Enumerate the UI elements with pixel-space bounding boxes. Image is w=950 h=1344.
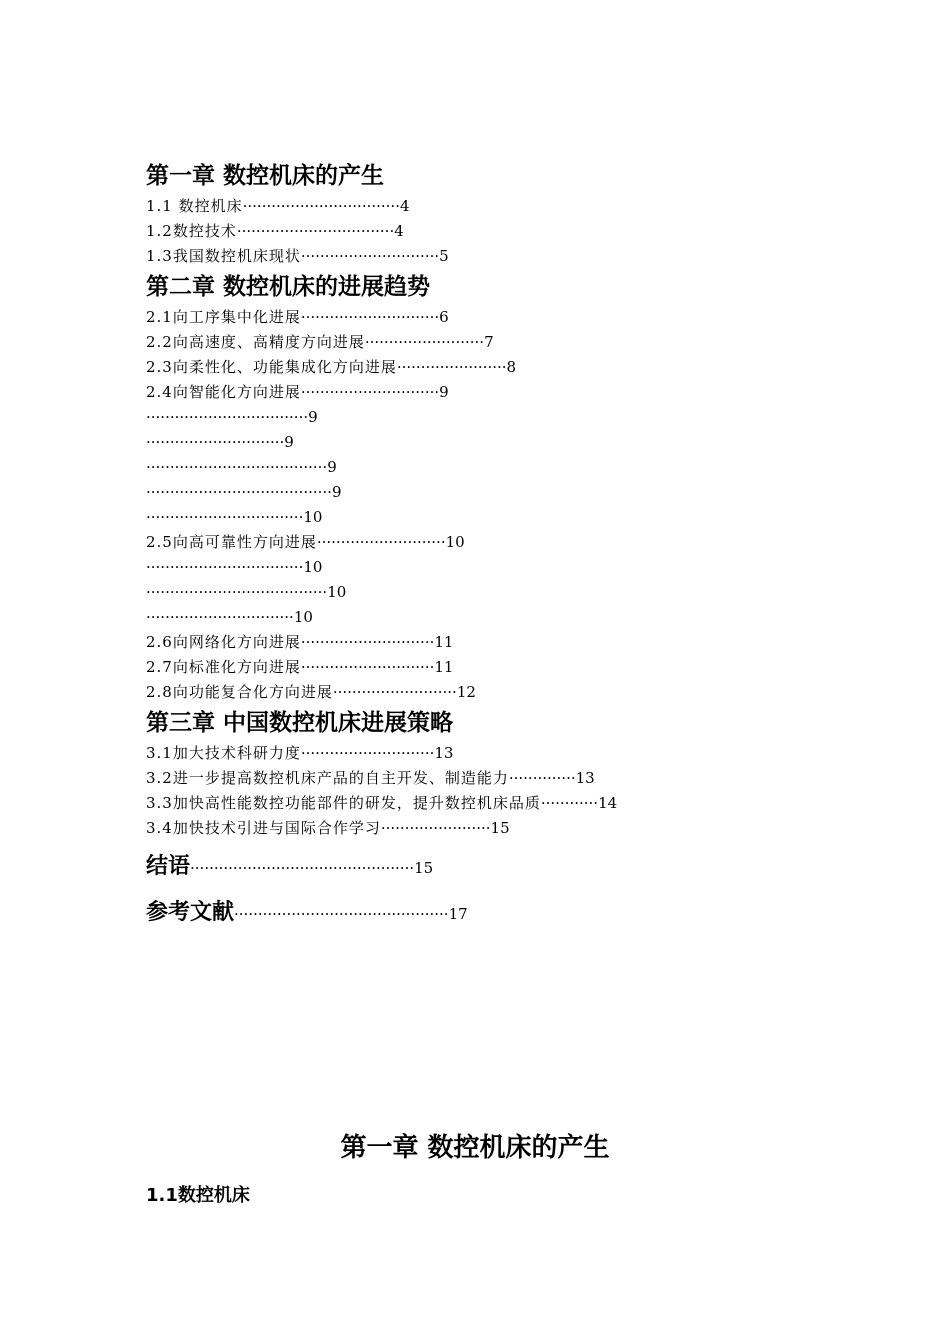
toc-entry-label: 1.1 数控机床 <box>146 197 243 215</box>
toc-entry-leader: ····························· <box>300 247 440 265</box>
toc-entry-page: 11 <box>434 658 454 676</box>
toc-entry-page: 10 <box>327 583 347 601</box>
toc-entry-leader: ······································· <box>146 483 332 501</box>
toc-entry-leader: ································· <box>146 558 304 576</box>
toc-entry[interactable] <box>146 480 786 505</box>
toc-entry-page: 15 <box>414 859 434 877</box>
toc-entry-leader: ······································ <box>146 458 328 476</box>
toc-entry-label: 1.3我国数控机床现状 <box>146 247 301 265</box>
toc-entry-page: 9 <box>331 483 342 501</box>
toc-entry-page: 4 <box>399 197 410 215</box>
toc-entry[interactable] <box>146 405 786 430</box>
toc-entry[interactable] <box>146 244 786 269</box>
toc-entry-page: 15 <box>490 819 510 837</box>
toc-entry[interactable] <box>146 380 786 405</box>
toc-conclusion[interactable] <box>146 847 786 887</box>
toc-entry[interactable] <box>146 791 786 816</box>
toc-chapter-1-title[interactable]: 第一章 数控机床的产生 <box>146 163 385 189</box>
toc-entry[interactable] <box>146 630 786 655</box>
toc-entry-leader: ···························· <box>300 658 435 676</box>
toc-entry[interactable] <box>146 194 786 219</box>
toc-entry-leader: ······························· <box>146 608 294 626</box>
toc-references[interactable] <box>146 893 786 933</box>
toc-entry-page: 8 <box>506 358 517 376</box>
toc-entry[interactable] <box>146 766 786 791</box>
toc-entry-leader: ·························· <box>332 683 457 701</box>
toc-entry-leader: ································· <box>242 197 400 215</box>
toc-entry-page: 14 <box>598 794 618 812</box>
toc-entry[interactable] <box>146 219 786 244</box>
toc-entry-label: 3.3加快高性能数控功能部件的研发，提升数控机床品质 <box>146 794 541 812</box>
toc-entry-leader: ································· <box>146 508 304 526</box>
toc-entry-page: 17 <box>448 905 468 923</box>
toc-chapter-2-entries <box>146 305 786 705</box>
toc-entry-page: 13 <box>575 769 595 787</box>
toc-entry[interactable] <box>146 555 786 580</box>
toc-entry-label: 2.5向高可靠性方向进展 <box>146 533 317 551</box>
toc-entry[interactable] <box>146 655 786 680</box>
toc-entry-leader: ····························· <box>300 383 440 401</box>
toc-entry-leader: ·············· <box>508 769 576 787</box>
toc-conclusion-label: 结语 <box>146 854 191 879</box>
toc-entry-label: 2.7向标准化方向进展 <box>146 658 301 676</box>
toc-entry-page: 7 <box>484 333 494 351</box>
toc-entry-leader: ··························· <box>316 533 446 551</box>
toc-entry-page: 10 <box>445 533 465 551</box>
toc-entry-page: 11 <box>434 633 454 651</box>
toc-entry-leader: ············ <box>540 794 599 812</box>
toc-entry-page: 10 <box>303 558 323 576</box>
toc-entry-page: 10 <box>303 508 323 526</box>
toc-entry-leader: ··············································· <box>190 859 415 877</box>
toc-entry-label: 3.2进一步提高数控机床产品的自主开发、制造能力 <box>146 769 509 787</box>
toc-chapter-2-title[interactable]: 第二章 数控机床的进展趋势 <box>146 274 431 300</box>
section-heading: 1.1数控机床 <box>146 1185 250 1206</box>
toc-entry-leader: ······································ <box>146 583 328 601</box>
toc-entry-page: 10 <box>293 608 313 626</box>
toc-entry[interactable] <box>146 605 786 630</box>
toc-entry[interactable] <box>146 816 786 841</box>
toc-entry-page: 5 <box>439 247 449 265</box>
toc-entry-page: 4 <box>394 222 404 240</box>
chapter-heading: 第一章 数控机床的产生 <box>340 1133 610 1163</box>
toc-entry-leader: ······················· <box>380 819 491 837</box>
toc-entry-label: 2.2向高速度、高精度方向进展 <box>146 333 365 351</box>
toc-entry-label: 2.6向网络化方向进展 <box>146 633 301 651</box>
toc-entry-label: 1.2数控技术 <box>146 222 237 240</box>
toc-chapter-3-title[interactable]: 第三章 中国数控机床进展策略 <box>146 710 454 736</box>
toc-entry[interactable] <box>146 355 786 380</box>
toc-chapter-3-entries <box>146 741 786 841</box>
toc-entry[interactable] <box>146 741 786 766</box>
toc-entry-page: 9 <box>308 408 318 426</box>
toc-references-label: 参考文献 <box>146 900 235 925</box>
toc-entry-leader: ····························· <box>300 308 440 326</box>
toc-entry-page: 12 <box>456 683 476 701</box>
toc-entry-label: 2.4向智能化方向进展 <box>146 383 301 401</box>
toc-entry-leader: ································· <box>236 222 395 240</box>
toc-entry[interactable] <box>146 430 786 455</box>
toc-entry-leader: ············································· <box>234 905 449 923</box>
toc-entry-page: 9 <box>327 458 337 476</box>
toc-entry[interactable] <box>146 530 786 555</box>
toc-entry-leader: ···························· <box>300 633 435 651</box>
toc-entry-page: 13 <box>434 744 454 762</box>
toc-entry[interactable] <box>146 330 786 355</box>
toc-entry-label: 2.8向功能复合化方向进展 <box>146 683 333 701</box>
toc-entry-page: 6 <box>439 308 449 326</box>
toc-entry-leader: ························· <box>364 333 485 351</box>
toc-entry-leader: ······················· <box>396 358 507 376</box>
toc-entry[interactable] <box>146 305 786 330</box>
toc-entry[interactable] <box>146 580 786 605</box>
toc-entry-label: 3.1加大技术科研力度 <box>146 744 301 762</box>
toc-entry-label: 2.3向柔性化、功能集成化方向进展 <box>146 358 397 376</box>
toc-entry-label: 2.1向工序集中化进展 <box>146 308 301 326</box>
toc-entry-leader: ·································· <box>146 408 309 426</box>
toc-entry-leader: ···························· <box>300 744 435 762</box>
toc-entry-page: 9 <box>284 433 294 451</box>
toc-entry[interactable] <box>146 680 786 705</box>
toc-entry-label: 3.4加快技术引进与国际合作学习 <box>146 819 381 837</box>
toc-entry-page: 9 <box>439 383 449 401</box>
toc-chapter-1-entries <box>146 194 786 269</box>
toc-entry[interactable] <box>146 455 786 480</box>
toc-entry[interactable] <box>146 505 786 530</box>
toc-entry-leader: ····························· <box>146 433 285 451</box>
table-of-contents <box>146 158 786 933</box>
